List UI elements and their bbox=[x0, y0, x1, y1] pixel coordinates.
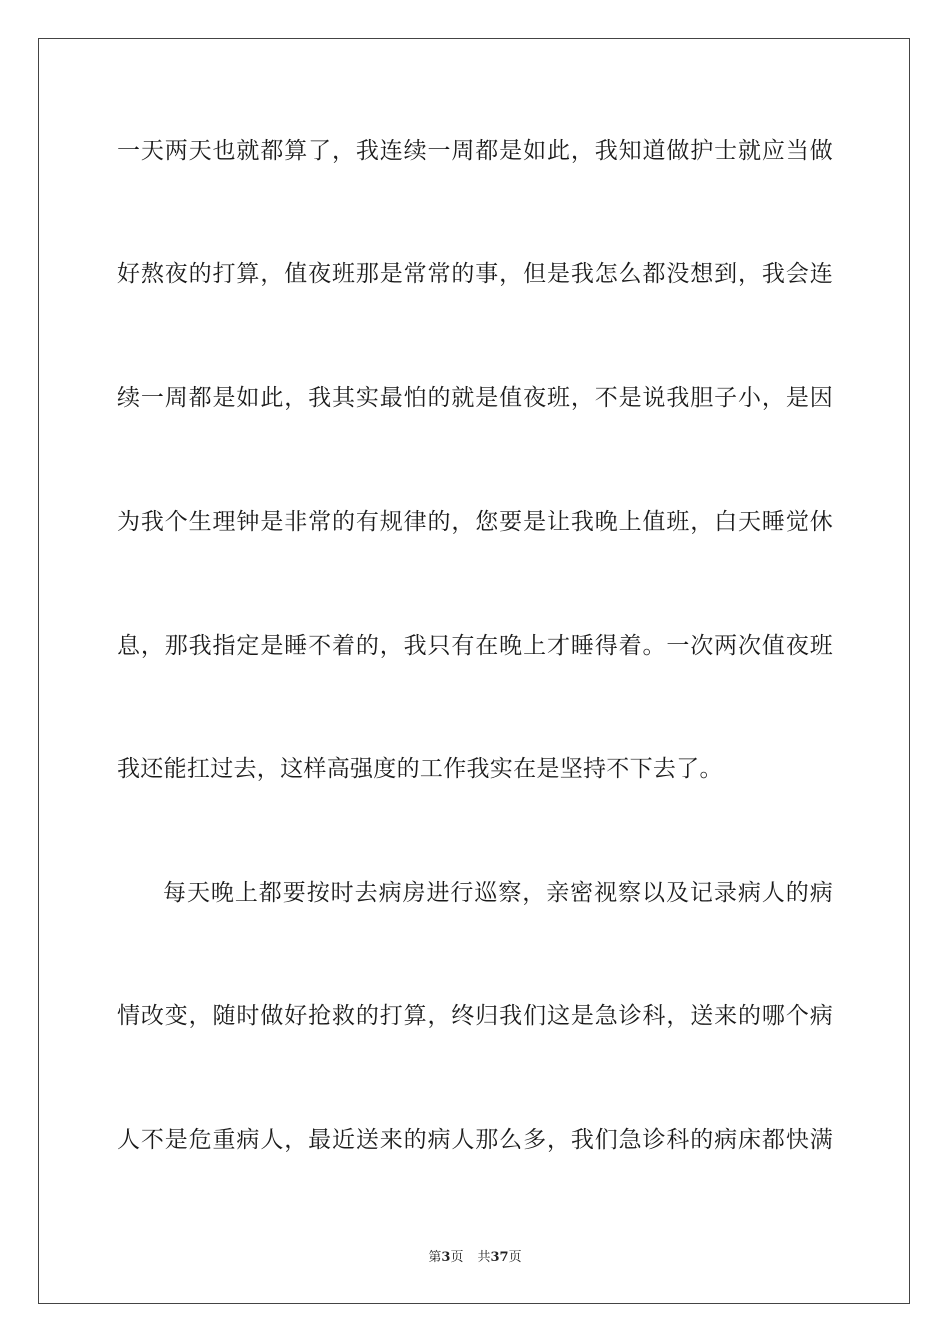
total-suffix: 页 bbox=[508, 1250, 522, 1265]
total-prefix: 共 bbox=[477, 1250, 491, 1265]
text-line: 好熬夜的打算，值夜班那是常常的事，但是我怎么都没想到，我会连 bbox=[117, 261, 833, 287]
text-line-last: 我还能扛过去，这样高强度的工作我实在是坚持不下去了。 bbox=[117, 756, 723, 782]
page-current: 3 bbox=[441, 1250, 451, 1265]
text-line: 为我个生理钟是非常的有规律的，您要是让我晚上值班，白天睡觉休 bbox=[117, 509, 833, 535]
text-line: 息，那我指定是睡不着的，我只有在晚上才睡得着。一次两次值夜班 bbox=[117, 633, 833, 659]
page-total: 37 bbox=[490, 1250, 509, 1265]
page-suffix: 页 bbox=[450, 1250, 464, 1265]
text-line: 一天两天也就都算了，我连续一周都是如此，我知道做护士就应当做 bbox=[117, 138, 833, 164]
text-line: 人不是危重病人，最近送来的病人那么多，我们急诊科的病床都快满 bbox=[117, 1127, 833, 1153]
page-border bbox=[38, 38, 910, 1304]
page-prefix: 第 bbox=[428, 1250, 442, 1265]
text-line: 续一周都是如此，我其实最怕的就是值夜班，不是说我胆子小，是因 bbox=[117, 385, 833, 411]
page-footer bbox=[0, 1246, 950, 1265]
text-line-indented: 每天晚上都要按时去病房进行巡察，亲密视察以及记录病人的病 bbox=[163, 880, 833, 906]
text-line: 情改变，随时做好抢救的打算，终归我们这是急诊科，送来的哪个病 bbox=[117, 1003, 833, 1029]
